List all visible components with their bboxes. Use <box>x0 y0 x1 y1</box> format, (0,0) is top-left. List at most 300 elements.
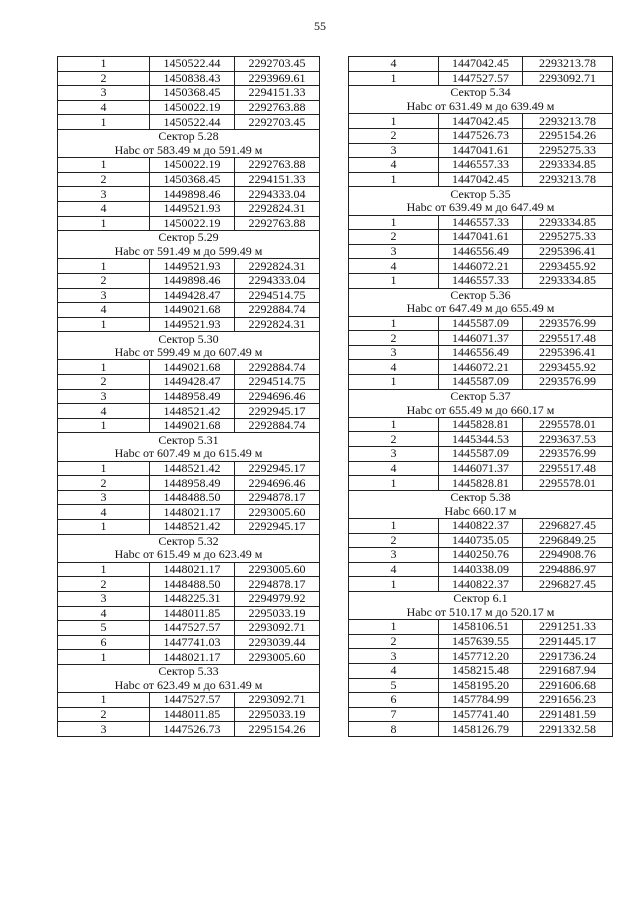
point-number-cell: 4 <box>349 57 439 72</box>
sector-header-row <box>349 201 613 215</box>
point-number-cell: 3 <box>349 548 439 563</box>
coordinate-row <box>58 216 320 231</box>
coordinate-x-cell: 1450368.45 <box>150 172 235 187</box>
coordinate-y-cell: 2294151.33 <box>235 172 320 187</box>
coordinate-y-cell: 2292824.31 <box>235 259 320 274</box>
point-number-cell: 2 <box>349 634 439 649</box>
sector-header-text: Сектор 5.30 <box>58 332 320 346</box>
coordinate-x-cell: 1447041.61 <box>439 143 523 158</box>
coordinate-row <box>349 620 613 635</box>
coordinate-row <box>349 259 613 274</box>
coordinate-x-cell: 1446071.37 <box>439 331 523 346</box>
coordinate-y-cell: 2293334.85 <box>523 273 613 288</box>
sector-header-text: Нabc от 615.49 м до 623.49 м <box>58 548 320 562</box>
coordinate-x-cell: 1445344.53 <box>439 432 523 447</box>
coordinate-x-cell: 1448521.42 <box>150 461 235 476</box>
point-number-cell: 5 <box>58 621 150 636</box>
coordinate-y-cell: 2293039.44 <box>235 635 320 650</box>
coordinate-y-cell: 2291606.68 <box>523 678 613 693</box>
point-number-cell: 2 <box>349 128 439 143</box>
coordinate-y-cell: 2292945.17 <box>235 404 320 419</box>
coordinate-y-cell: 2293969.61 <box>235 71 320 86</box>
coordinate-y-cell: 2291736.24 <box>523 649 613 664</box>
point-number-cell: 1 <box>349 114 439 129</box>
coordinate-x-cell: 1449521.93 <box>150 259 235 274</box>
point-number-cell: 1 <box>349 375 439 390</box>
coordinate-x-cell: 1449521.93 <box>150 201 235 216</box>
coordinate-y-cell: 2293576.99 <box>523 375 613 390</box>
coordinate-y-cell: 2295517.48 <box>523 461 613 476</box>
point-number-cell: 2 <box>349 230 439 245</box>
coordinate-x-cell: 1448011.85 <box>150 606 235 621</box>
coordinate-row <box>349 244 613 259</box>
point-number-cell: 1 <box>349 172 439 187</box>
point-number-cell: 4 <box>58 404 150 419</box>
coordinate-row <box>349 447 613 462</box>
point-number-cell: 3 <box>349 345 439 360</box>
coordinate-y-cell: 2292763.88 <box>235 216 320 231</box>
coordinate-row <box>58 172 320 187</box>
coordinate-y-cell: 2295275.33 <box>523 143 613 158</box>
point-number-cell: 1 <box>58 418 150 433</box>
coordinate-x-cell: 1445828.81 <box>439 476 523 491</box>
sector-header-text: Нabc от 655.49 м до 660.17 м <box>349 403 613 417</box>
coordinate-x-cell: 1448958.49 <box>150 476 235 491</box>
sector-header-row <box>58 245 320 259</box>
coordinate-y-cell: 2295517.48 <box>523 331 613 346</box>
coordinate-x-cell: 1447526.73 <box>150 722 235 737</box>
coordinate-row <box>349 417 613 432</box>
coordinate-x-cell: 1450022.19 <box>150 216 235 231</box>
coordinate-row <box>349 461 613 476</box>
sector-header-text: Нabc от 647.49 м до 655.49 м <box>349 302 613 316</box>
coordinate-y-cell: 2296827.45 <box>523 577 613 592</box>
point-number-cell: 1 <box>349 417 439 432</box>
coordinate-y-cell: 2294151.33 <box>235 86 320 101</box>
coordinate-y-cell: 2296827.45 <box>523 519 613 534</box>
sector-header-text: Сектор 5.37 <box>349 389 613 403</box>
sector-header-row <box>349 490 613 504</box>
coordinate-row <box>58 303 320 318</box>
point-number-cell: 4 <box>349 259 439 274</box>
point-number-cell: 1 <box>58 158 150 173</box>
coordinate-row <box>349 375 613 390</box>
coordinate-row <box>349 158 613 173</box>
coordinate-x-cell: 1447042.45 <box>439 172 523 187</box>
sector-header-row <box>349 403 613 417</box>
coordinate-y-cell: 2295033.19 <box>235 707 320 722</box>
coordinate-row <box>349 649 613 664</box>
coordinate-x-cell: 1448488.50 <box>150 577 235 592</box>
coordinate-x-cell: 1448521.42 <box>150 520 235 535</box>
coordinate-y-cell: 2292884.74 <box>235 303 320 318</box>
coordinate-x-cell: 1445587.09 <box>439 375 523 390</box>
coordinate-y-cell: 2296849.25 <box>523 533 613 548</box>
coordinate-x-cell: 1449428.47 <box>150 288 235 303</box>
point-number-cell: 6 <box>58 635 150 650</box>
coordinate-row <box>58 273 320 288</box>
coordinate-y-cell: 2293455.92 <box>523 360 613 375</box>
point-number-cell: 2 <box>58 71 150 86</box>
point-number-cell: 1 <box>58 360 150 375</box>
coordinate-x-cell: 1457639.55 <box>439 634 523 649</box>
coordinate-row <box>58 158 320 173</box>
coordinate-row <box>58 591 320 606</box>
coordinate-y-cell: 2294878.17 <box>235 490 320 505</box>
coordinate-row <box>349 533 613 548</box>
sector-header-text: Нabc 660.17 м <box>349 504 613 518</box>
coordinate-row <box>58 360 320 375</box>
coordinate-y-cell: 2292763.88 <box>235 158 320 173</box>
coordinate-x-cell: 1440822.37 <box>439 519 523 534</box>
coordinate-x-cell: 1450522.44 <box>150 57 235 72</box>
coordinate-y-cell: 2293334.85 <box>523 215 613 230</box>
point-number-cell: 3 <box>349 143 439 158</box>
coordinate-y-cell: 2295396.41 <box>523 345 613 360</box>
coordinate-y-cell: 2292763.88 <box>235 100 320 115</box>
point-number-cell: 3 <box>58 490 150 505</box>
sector-header-text: Нabc от 639.49 м до 647.49 м <box>349 201 613 215</box>
sector-header-text: Сектор 5.38 <box>349 490 613 504</box>
coordinate-y-cell: 2295396.41 <box>523 244 613 259</box>
page-number: 55 <box>314 19 326 33</box>
point-number-cell: 5 <box>349 678 439 693</box>
coordinate-x-cell: 1450022.19 <box>150 158 235 173</box>
coordinate-x-cell: 1448488.50 <box>150 490 235 505</box>
sector-header-row <box>349 504 613 518</box>
coordinate-row <box>58 693 320 708</box>
coordinate-y-cell: 2291332.58 <box>523 722 613 737</box>
coordinate-row <box>349 273 613 288</box>
coordinate-row <box>349 114 613 129</box>
coordinate-x-cell: 1449898.46 <box>150 187 235 202</box>
coordinate-x-cell: 1457712.20 <box>439 649 523 664</box>
coordinate-x-cell: 1446557.33 <box>439 273 523 288</box>
coordinate-y-cell: 2294333.04 <box>235 187 320 202</box>
sector-header-text: Сектор 5.29 <box>58 231 320 245</box>
point-number-cell: 1 <box>58 650 150 665</box>
coordinate-x-cell: 1458195.20 <box>439 678 523 693</box>
point-number-cell: 2 <box>58 273 150 288</box>
sector-header-text: Нabc от 583.49 м до 591.49 м <box>58 144 320 158</box>
sector-header-row <box>58 231 320 245</box>
coordinate-row <box>349 693 613 708</box>
point-number-cell: 3 <box>58 86 150 101</box>
sector-header-text: Сектор 5.36 <box>349 288 613 302</box>
coordinate-row <box>58 461 320 476</box>
point-number-cell: 2 <box>58 172 150 187</box>
coordinate-x-cell: 1447741.03 <box>150 635 235 650</box>
coordinate-row <box>58 201 320 216</box>
sector-header-row <box>349 302 613 316</box>
coordinates-table-right <box>348 56 613 737</box>
coordinate-y-cell: 2294696.46 <box>235 389 320 404</box>
point-number-cell: 4 <box>349 562 439 577</box>
coordinate-row <box>349 476 613 491</box>
sector-header-text: Сектор 5.31 <box>58 433 320 447</box>
coordinate-row <box>58 418 320 433</box>
point-number-cell: 1 <box>349 215 439 230</box>
coordinate-x-cell: 1446072.21 <box>439 259 523 274</box>
coordinate-x-cell: 1449898.46 <box>150 273 235 288</box>
coordinate-x-cell: 1449021.68 <box>150 303 235 318</box>
sector-header-text: Сектор 6.1 <box>349 591 613 605</box>
coordinate-row <box>349 577 613 592</box>
coordinate-x-cell: 1446556.49 <box>439 244 523 259</box>
sector-header-row <box>349 606 613 620</box>
coordinate-row <box>349 57 613 72</box>
coordinate-x-cell: 1446071.37 <box>439 461 523 476</box>
coordinate-row <box>349 432 613 447</box>
point-number-cell: 1 <box>349 476 439 491</box>
point-number-cell: 1 <box>349 577 439 592</box>
coordinate-y-cell: 2292824.31 <box>235 201 320 216</box>
point-number-cell: 3 <box>349 447 439 462</box>
coordinate-x-cell: 1450022.19 <box>150 100 235 115</box>
coordinate-x-cell: 1440822.37 <box>439 577 523 592</box>
coordinate-y-cell: 2293092.71 <box>235 693 320 708</box>
coordinate-row <box>58 288 320 303</box>
point-number-cell: 4 <box>58 303 150 318</box>
point-number-cell: 1 <box>58 115 150 130</box>
coordinate-y-cell: 2294514.75 <box>235 375 320 390</box>
coordinate-y-cell: 2292703.45 <box>235 115 320 130</box>
coordinate-x-cell: 1448021.17 <box>150 562 235 577</box>
point-number-cell: 1 <box>58 57 150 72</box>
point-number-cell: 8 <box>349 722 439 737</box>
coordinate-x-cell: 1446556.49 <box>439 345 523 360</box>
sector-header-row <box>58 144 320 158</box>
coordinate-row <box>349 331 613 346</box>
coordinate-x-cell: 1450838.43 <box>150 71 235 86</box>
coordinate-row <box>349 519 613 534</box>
coordinate-row <box>349 128 613 143</box>
coordinate-row <box>58 505 320 520</box>
point-number-cell: 1 <box>349 273 439 288</box>
coordinate-y-cell: 2295578.01 <box>523 476 613 491</box>
point-number-cell: 3 <box>349 649 439 664</box>
coordinate-y-cell: 2293334.85 <box>523 158 613 173</box>
point-number-cell: 6 <box>349 693 439 708</box>
point-number-cell: 3 <box>58 288 150 303</box>
sector-header-row <box>58 129 320 143</box>
sector-header-text: Сектор 5.33 <box>58 664 320 678</box>
sector-header-row <box>58 534 320 548</box>
coordinate-row <box>58 621 320 636</box>
coordinate-row <box>349 230 613 245</box>
coordinate-y-cell: 2294908.76 <box>523 548 613 563</box>
sector-header-text: Нabc от 510.17 м до 520.17 м <box>349 606 613 620</box>
sector-header-row <box>58 664 320 678</box>
coordinate-y-cell: 2294514.75 <box>235 288 320 303</box>
point-number-cell: 2 <box>58 476 150 491</box>
coordinate-x-cell: 1448021.17 <box>150 505 235 520</box>
sector-header-row <box>349 288 613 302</box>
coordinate-x-cell: 1446557.33 <box>439 158 523 173</box>
coordinate-y-cell: 2295154.26 <box>235 722 320 737</box>
coordinate-x-cell: 1449021.68 <box>150 360 235 375</box>
point-number-cell: 4 <box>58 100 150 115</box>
coordinate-x-cell: 1447526.73 <box>439 128 523 143</box>
coordinate-x-cell: 1440735.05 <box>439 533 523 548</box>
coordinate-y-cell: 2293637.53 <box>523 432 613 447</box>
coordinate-y-cell: 2292945.17 <box>235 520 320 535</box>
sector-header-text: Сектор 5.35 <box>349 187 613 201</box>
coordinate-y-cell: 2292703.45 <box>235 57 320 72</box>
point-number-cell: 1 <box>349 316 439 331</box>
coordinate-y-cell: 2291656.23 <box>523 693 613 708</box>
coordinate-x-cell: 1458215.48 <box>439 663 523 678</box>
sector-header-text: Нabc от 591.49 м до 599.49 м <box>58 245 320 259</box>
point-number-cell: 1 <box>58 216 150 231</box>
coordinate-y-cell: 2293213.78 <box>523 172 613 187</box>
coordinate-row <box>58 259 320 274</box>
coordinate-x-cell: 1447042.45 <box>439 114 523 129</box>
coordinate-x-cell: 1440338.09 <box>439 562 523 577</box>
point-number-cell: 1 <box>58 520 150 535</box>
point-number-cell: 2 <box>58 577 150 592</box>
sector-header-row <box>349 100 613 114</box>
point-number-cell: 1 <box>58 317 150 332</box>
coordinate-y-cell: 2293005.60 <box>235 505 320 520</box>
coordinate-y-cell: 2291687.94 <box>523 663 613 678</box>
coordinate-x-cell: 1448021.17 <box>150 650 235 665</box>
sector-header-row <box>58 346 320 360</box>
coordinate-x-cell: 1458126.79 <box>439 722 523 737</box>
point-number-cell: 1 <box>58 562 150 577</box>
point-number-cell: 4 <box>58 505 150 520</box>
point-number-cell: 4 <box>349 158 439 173</box>
coordinate-row <box>58 490 320 505</box>
point-number-cell: 4 <box>58 606 150 621</box>
coordinate-y-cell: 2295033.19 <box>235 606 320 621</box>
sector-header-row <box>58 548 320 562</box>
coordinate-row <box>349 360 613 375</box>
sector-header-text: Нabc от 631.49 м до 639.49 м <box>349 100 613 114</box>
point-number-cell: 2 <box>58 375 150 390</box>
coordinate-row <box>58 635 320 650</box>
coordinate-y-cell: 2291481.59 <box>523 707 613 722</box>
coordinate-x-cell: 1446072.21 <box>439 360 523 375</box>
sector-header-text: Нabc от 607.49 м до 615.49 м <box>58 447 320 461</box>
coordinate-y-cell: 2294333.04 <box>235 273 320 288</box>
coordinate-row <box>58 71 320 86</box>
point-number-cell: 1 <box>58 259 150 274</box>
coordinate-x-cell: 1440250.76 <box>439 548 523 563</box>
coordinates-table-left <box>57 56 320 737</box>
sector-header-text: Сектор 5.32 <box>58 534 320 548</box>
coordinate-y-cell: 2291251.33 <box>523 620 613 635</box>
coordinate-y-cell: 2294696.46 <box>235 476 320 491</box>
coordinate-row <box>349 71 613 86</box>
point-number-cell: 4 <box>349 360 439 375</box>
coordinate-row <box>58 100 320 115</box>
coordinate-y-cell: 2295578.01 <box>523 417 613 432</box>
coordinate-row <box>58 187 320 202</box>
coordinate-x-cell: 1450522.44 <box>150 115 235 130</box>
coordinate-row <box>58 650 320 665</box>
coordinate-x-cell: 1447527.57 <box>150 621 235 636</box>
coordinate-x-cell: 1448958.49 <box>150 389 235 404</box>
point-number-cell: 2 <box>349 533 439 548</box>
point-number-cell: 1 <box>349 620 439 635</box>
coordinate-row <box>349 172 613 187</box>
coordinate-y-cell: 2295275.33 <box>523 230 613 245</box>
sector-header-row <box>349 591 613 605</box>
coordinate-x-cell: 1448521.42 <box>150 404 235 419</box>
sector-header-row <box>58 679 320 693</box>
coordinate-x-cell: 1445828.81 <box>439 417 523 432</box>
point-number-cell: 4 <box>349 663 439 678</box>
sector-header-row <box>58 447 320 461</box>
point-number-cell: 1 <box>349 519 439 534</box>
coordinate-x-cell: 1458106.51 <box>439 620 523 635</box>
coordinate-row <box>58 577 320 592</box>
coordinate-x-cell: 1448225.31 <box>150 591 235 606</box>
coordinate-row <box>349 678 613 693</box>
coordinate-y-cell: 2294878.17 <box>235 577 320 592</box>
coordinate-y-cell: 2293005.60 <box>235 562 320 577</box>
coordinate-y-cell: 2292824.31 <box>235 317 320 332</box>
point-number-cell: 7 <box>349 707 439 722</box>
coordinate-row <box>58 606 320 621</box>
coordinate-y-cell: 2293213.78 <box>523 114 613 129</box>
coordinate-y-cell: 2293005.60 <box>235 650 320 665</box>
coordinate-x-cell: 1448011.85 <box>150 707 235 722</box>
coordinate-x-cell: 1449428.47 <box>150 375 235 390</box>
point-number-cell: 4 <box>349 461 439 476</box>
coordinate-y-cell: 2292884.74 <box>235 418 320 433</box>
coordinate-row <box>349 562 613 577</box>
coordinate-row <box>58 562 320 577</box>
sector-header-text: Нabc от 623.49 м до 631.49 м <box>58 679 320 693</box>
coordinate-row <box>349 663 613 678</box>
point-number-cell: 1 <box>58 461 150 476</box>
point-number-cell: 3 <box>58 187 150 202</box>
coordinate-y-cell: 2293576.99 <box>523 447 613 462</box>
coordinate-row <box>349 316 613 331</box>
coordinate-y-cell: 2291445.17 <box>523 634 613 649</box>
coordinate-x-cell: 1445587.09 <box>439 447 523 462</box>
coordinate-row <box>349 707 613 722</box>
point-number-cell: 4 <box>58 201 150 216</box>
sector-header-row <box>349 86 613 100</box>
coordinate-y-cell: 2293213.78 <box>523 57 613 72</box>
coordinate-row <box>58 404 320 419</box>
point-number-cell: 3 <box>58 591 150 606</box>
point-number-cell: 3 <box>58 389 150 404</box>
coordinate-y-cell: 2293455.92 <box>523 259 613 274</box>
coordinate-x-cell: 1447042.45 <box>439 57 523 72</box>
coordinate-y-cell: 2294886.97 <box>523 562 613 577</box>
coordinate-row <box>58 707 320 722</box>
sector-header-row <box>58 332 320 346</box>
coordinate-x-cell: 1457741.40 <box>439 707 523 722</box>
coordinate-row <box>349 634 613 649</box>
coordinate-y-cell: 2292884.74 <box>235 360 320 375</box>
point-number-cell: 3 <box>349 244 439 259</box>
coordinate-x-cell: 1450368.45 <box>150 86 235 101</box>
coordinate-x-cell: 1445587.09 <box>439 316 523 331</box>
coordinate-y-cell: 2293576.99 <box>523 316 613 331</box>
coordinate-row <box>58 86 320 101</box>
coordinate-row <box>58 476 320 491</box>
coordinate-x-cell: 1447527.57 <box>150 693 235 708</box>
coordinate-y-cell: 2293092.71 <box>523 71 613 86</box>
coordinate-x-cell: 1447527.57 <box>439 71 523 86</box>
point-number-cell: 2 <box>58 707 150 722</box>
coordinate-row <box>58 722 320 737</box>
